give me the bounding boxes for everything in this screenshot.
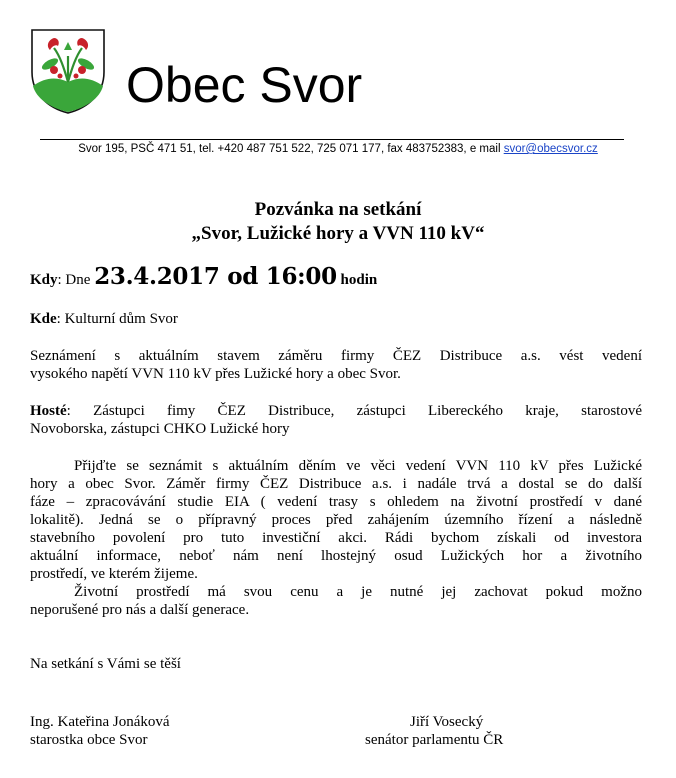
signature-right-name: Jiří Vosecký xyxy=(410,714,484,730)
invitation-heading: Pozvánka na setkání xyxy=(254,199,422,220)
signature-left-title: starostka obce Svor xyxy=(30,732,148,748)
where-line xyxy=(30,310,178,328)
when-line xyxy=(30,263,378,290)
when-label: Kdy xyxy=(30,272,58,288)
body-p2-line: Životní prostředí má svou cenu a je nutné jej zachovat pokud možno xyxy=(74,584,642,600)
coat-of-arms-logo xyxy=(30,28,106,114)
guests-label: Hosté xyxy=(30,403,67,419)
body-p1-line: Přijďte se seznámit s aktuálním děním ve věci vedení VVN 110 kV přes Lužické xyxy=(74,458,642,474)
body-p1-line: prostředí, ve kterém žijeme. xyxy=(30,566,198,582)
municipality-title: Obec Svor xyxy=(126,57,363,113)
intro-line-1: Seznámení s aktuálním stavem záměru firmy ČEZ Distribuce a.s. vést vedení xyxy=(30,348,642,364)
body-p1-line: stavebního povolení pro tuto investiční akci. Rádi bychom získali od investora xyxy=(30,530,642,546)
event-name: „Svor, Lužické hory a VVN 110 kV“ xyxy=(191,223,485,244)
signature-right-title: senátor parlamentu ČR xyxy=(365,732,504,748)
when-suffix: hodin xyxy=(336,272,378,288)
email-link[interactable]: svor@obecsvor.cz xyxy=(503,143,598,155)
header-divider xyxy=(40,139,624,140)
closing-line: Na setkání s Vámi se těší xyxy=(30,656,181,672)
body-p2-line: neporušené pro nás a další generace. xyxy=(30,602,250,618)
where-text: : Kulturní dům Svor xyxy=(56,311,178,327)
intro-line-2: vysokého napětí VVN 110 kV přes Lužické hory a obec Svor. xyxy=(30,366,401,382)
signature-left-name: Ing. Kateřina Jonáková xyxy=(30,714,170,730)
event-date: 23.4.2017 od 16:00 xyxy=(94,263,337,290)
body-p1-line: hory a obec Svor. Záměr firmy ČEZ Distribuce a.s. i nadále trvá a dostal se do další xyxy=(30,476,642,492)
guests-line-2: Novoborska, zástupci CHKO Lužické hory xyxy=(30,421,290,437)
contact-line xyxy=(0,143,676,155)
body-p1-line: fáze – zpracovávání studie EIA ( vedení trasy s ohledem na životní prostředí v dané xyxy=(30,494,642,510)
body-p1-line: lokalitě). Jedná se o přípravný proces před zahájením územního řízení a následně xyxy=(30,512,642,528)
guests-line-1 xyxy=(30,402,642,420)
when-prefix: : Dne xyxy=(57,272,95,288)
address-text: Svor 195, PSČ 471 51, tel. +420 487 751 522, 725 071 177, fax 483752383, e mail xyxy=(78,143,504,155)
body-p1-line: aktuální informace, neboť nám není lhostejný osud Lužických hor a životního xyxy=(30,548,642,564)
guests-text: : Zástupci fimy ČEZ Distribuce, zástupci Libereckého kraje, starostové xyxy=(66,403,642,419)
where-label: Kde xyxy=(30,311,57,327)
